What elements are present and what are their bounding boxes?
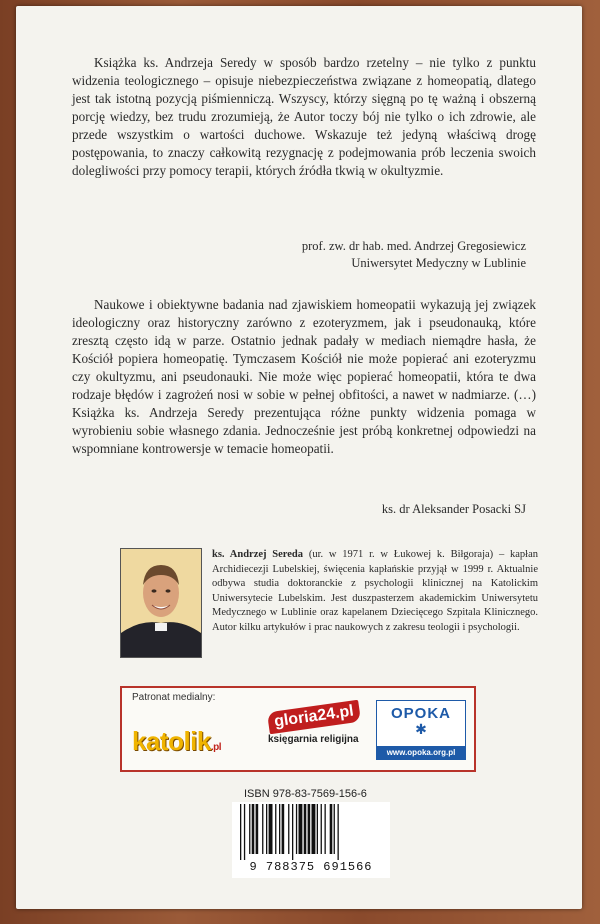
star-icon: ✱ [415,721,427,737]
barcode-bar [338,804,339,860]
author-portrait-illustration [121,549,201,657]
gloria24-logo [268,702,360,745]
barcode-bar [240,804,241,860]
barcode-bar [299,804,303,854]
author-bio [212,548,538,636]
patronage-label: Patronat medialny: [132,692,216,703]
barcode-bars [232,802,390,860]
barcode-bar [275,804,276,854]
barcode-bar [252,804,255,854]
barcode-bar [282,804,285,854]
barcode-bar [312,804,316,854]
media-patronage-box [120,686,476,772]
opoka-url: www.opoka.org.pl [377,746,465,759]
opoka-logo [376,700,466,760]
katolik-logo-suffix: .pl [210,742,222,753]
barcode-bar [262,804,263,854]
katolik-logo [132,726,221,757]
barcode-bar [266,804,267,854]
barcode-bar [256,804,259,854]
barcode-bar [317,804,318,854]
opoka-name: OPOKA [390,705,451,722]
review-author-2: ks. dr Aleksander Posacki SJ [381,502,526,516]
gloria24-badge: gloria24.pl [267,700,361,735]
barcode-bar [296,804,297,854]
barcode-bar [269,804,273,854]
barcode-bar [292,804,293,860]
barcode-bar [288,804,289,854]
barcode-bar [334,804,335,854]
barcode-bar [244,804,245,860]
review-quote-2: Naukowe i obiektywne badania nad zjawiskiem homeopatii wykazują jej związek ideologiczny oraz historyczny zarówno z ezoteryzmem, jak i pseudonauką, które zresztą często idą w parze. Ostatnio jednak padały w mediach niemądre hasła, że Kościół popiera homeopatię. Tymczasem Kościół nie może popierać ani ezoteryzmu czy okultyzmu, ani pseudonauki. Nie może więc popierać homeopatii, która te dwa rodzaje błędów i zagrożeń nosi w sobie w pełnej obfitości, a nawet w nadmiarze. (…) Książka ks. Andrzeja Seredy prezentująca różne punkty widzenia pomaga w wyrobieniu sobie własnego zdania. Jednocześnie jest próbą konkretnej odpowiedzi na wspomniane kontrowersje w temacie homeopatii. [72,297,536,456]
barcode-bar [330,804,333,854]
review-attribution-1 [302,238,526,272]
barcode-bar [321,804,322,854]
katolik-logo-text: katolik [132,726,211,756]
author-name: ks. Andrzej Sereda [212,549,304,560]
barcode-digits: 9 788375 691566 [249,860,373,874]
barcode-bar [304,804,307,854]
review-affiliation-1: Uniwersytet Medyczny w Lublinie [351,256,526,270]
author-bio-text: (ur. w 1971 r. w Łukowej k. Biłgoraja) – kapłan Archidiecezji Lubelskiej, święcenia kapłańskie przyjął w 1999 r. Aktualnie odbywa studia doktoranckie z psychologii klinicznej na Katolickim Uniwersytecie Lubelskim. Jest duszpasterzem akademickim Uniwersytetu Medycznego w Lublinie oraz kapelanem Dziecięcego Szpitala Klinicznego. Autor kilku artykułów i prac naukowych z zakresu teologii i psychologii. [212,549,538,633]
barcode-bar [325,804,326,854]
review-author-1: prof. zw. dr hab. med. Andrzej Gregosiewicz [301,239,526,253]
author-photo [120,548,202,658]
barcode-bar [249,804,250,854]
gloria24-subtitle: księgarnia religijna [268,734,359,745]
barcode-bar [279,804,280,854]
review-quote-1: Książka ks. Andrzeja Seredy w sposób bardzo rzetelny – nie tylko z punktu widzenia teologicznego – opisuje niebezpieczeństwa związane z homeopatią, dlatego jest tak istotną pozycją piśmienniczą. Wszyscy, którzy sięgną po tę ważną i obszerną porcję wiedzy, bez trudu zrozumieją, że Autor toczy bój nie tylko o ich zdrowie, ale przede wszystkim o wartości duchowe. Wskazuje też jedyną właściwą drogę postępowania, to znaczy całkowitą rezygnację z podejmowania prób leczenia swoich dolegliwości przy pomocy terapii, których źródła tkwią w okultyzmie. [72,55,536,178]
review-attribution-2 [382,501,526,518]
barcode-bar [308,804,311,854]
isbn: ISBN 978-83-7569-156-6 [244,788,367,800]
